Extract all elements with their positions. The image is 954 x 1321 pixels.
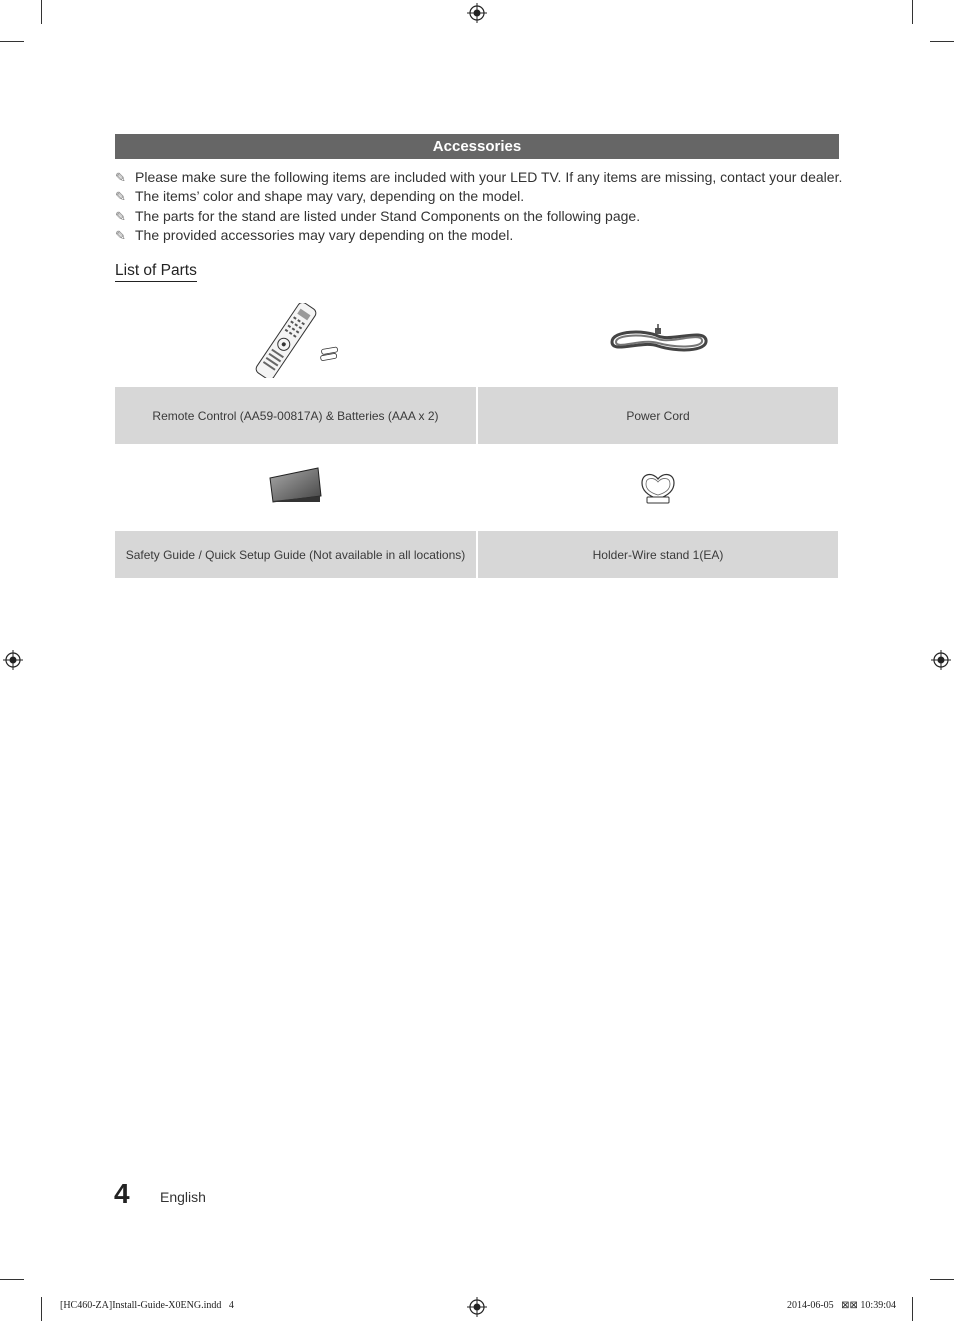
part-label-power-cord: Power Cord <box>478 387 838 444</box>
page-language: English <box>160 1189 206 1205</box>
power-cord-icon <box>606 322 710 360</box>
crop-mark <box>930 1279 954 1280</box>
registration-mark-icon <box>467 1297 487 1317</box>
note-text: Please make sure the following items are included with your LED TV. If any items are missing, contact your dealer. <box>135 169 843 185</box>
part-label-holder-wire: Holder-Wire stand 1(EA) <box>478 531 838 578</box>
holder-wire-icon <box>639 471 677 507</box>
note-text: The items’ color and shape may vary, depending on the model. <box>135 188 525 205</box>
pencil-note-icon: ✎ <box>115 189 126 205</box>
pencil-note-icon: ✎ <box>115 227 126 243</box>
note-item <box>115 187 855 206</box>
crop-mark <box>930 41 954 42</box>
part-label-guide: Safety Guide / Quick Setup Guide (Not available in all locations) <box>115 531 476 578</box>
note-item <box>115 168 855 187</box>
note-item <box>115 207 855 226</box>
registration-mark-icon <box>467 3 487 23</box>
notes-list <box>115 168 855 245</box>
registration-mark-icon <box>3 650 23 670</box>
list-of-parts-heading: List of Parts <box>115 262 197 282</box>
crop-mark <box>0 1279 24 1280</box>
pencil-note-icon: ✎ <box>115 208 126 224</box>
slug-file-name: [HC460-ZA]Install-Guide-X0ENG.indd 4 <box>60 1300 234 1311</box>
note-item <box>115 226 855 245</box>
crop-mark <box>912 0 913 24</box>
slug-timestamp: 2014-06-05 ⊠⊠ 10:39:04 <box>787 1300 896 1311</box>
part-label-remote-control: Remote Control (AA59-00817A) & Batteries (AAA x 2) <box>115 387 476 444</box>
pencil-note-icon: ✎ <box>115 170 126 185</box>
page-number: 4 <box>114 1178 130 1209</box>
note-text: The parts for the stand are listed under Stand Components on the following page. <box>135 207 641 224</box>
crop-mark <box>41 1297 42 1321</box>
section-header: Accessories <box>115 134 839 159</box>
crop-mark <box>0 41 24 42</box>
note-text: The provided accessories may vary depending on the model. <box>135 226 514 243</box>
crop-mark <box>912 1297 913 1321</box>
remote-control-icon <box>246 303 346 378</box>
guide-booklet-icon <box>268 466 324 504</box>
crop-mark <box>41 0 42 24</box>
registration-mark-icon <box>931 650 951 670</box>
